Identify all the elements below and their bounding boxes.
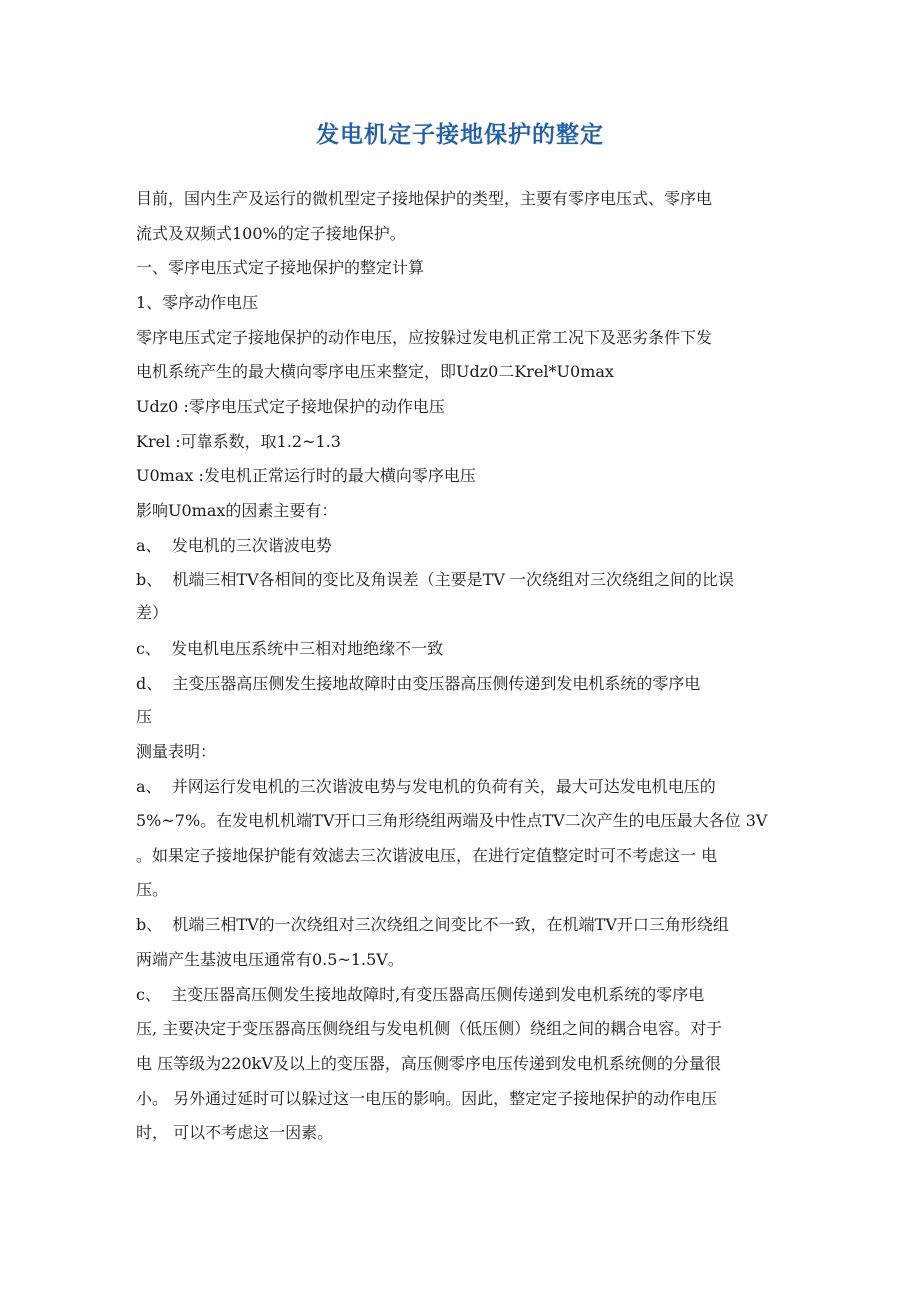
paragraph-line: 影响U0max的因素主要有： — [136, 501, 338, 520]
list-item: a、 并网运行发电机的三次谐波电势与发电机的负荷有关，最大可达发电机电压的 — [136, 777, 716, 796]
section-heading: 一、零序电压式定子接地保护的整定计算 — [136, 258, 425, 277]
list-item-continuation: 5%~7%。在发电机机端TV开口三角形绕组两端及中性点TV二次产生的电压最大各位 3V — [136, 811, 768, 830]
definition-line: Krel :可靠系数，取1.2~1.3 — [136, 432, 341, 451]
list-item-continuation: 小。 另外通过延时可以躲过这一电压的影响。因此，整定定子接地保护的动作电压 — [136, 1089, 718, 1108]
subsection-heading: 1、零序动作电压 — [136, 293, 259, 312]
definition-line: U0max :发电机正常运行时的最大横向零序电压 — [136, 466, 476, 485]
list-item: c、 主变压器高压侧发生接地故障时,有变压器高压侧传递到发电机系统的零序电 — [136, 985, 705, 1004]
paragraph-line: 零序电压式定子接地保护的动作电压，应按躲过发电机正常工况下及恶劣条件下发 — [136, 328, 713, 347]
paragraph-line: 目前，国内生产及运行的微机型定子接地保护的类型，主要有零序电压式、零序电 — [136, 189, 713, 208]
list-item-continuation: 。如果定子接地保护能有效滤去三次谐波电压，在进行定值整定时可不考虑这一 电 — [136, 846, 718, 865]
list-item: a、 发电机的三次谐波电势 — [136, 536, 332, 555]
list-item: c、 发电机电压系统中三相对地绝缘不一致 — [136, 639, 444, 658]
list-item-continuation: 压, 主要决定于变压器高压侧绕组与发电机侧（低压侧）绕组之间的耦合电容。对于 — [136, 1019, 723, 1038]
list-item-continuation: 时， 可以不考虑这一因素。 — [136, 1123, 334, 1142]
list-item-continuation: 电 压等级为220kV及以上的变压器，高压侧零序电压传递到发电机系统侧的分量很 — [136, 1054, 721, 1073]
list-item-continuation: 压。 — [136, 880, 169, 899]
list-item-continuation: 两端产生基波电压通常有0.5~1.5V。 — [136, 950, 404, 969]
paragraph-line: 测量表明： — [136, 742, 217, 761]
definition-line: Udz0 :零序电压式定子接地保护的动作电压 — [136, 397, 445, 416]
list-item: b、 机端三相TV的一次绕组对三次绕组之间变比不一致，在机端TV开口三角形绕组 — [136, 915, 729, 934]
list-item-continuation: 差） — [136, 603, 169, 622]
paragraph-line: 电机系统产生的最大横向零序电压来整定，即Udz0二Krel*U0max — [136, 362, 614, 381]
list-item: b、 机端三相TV各相间的变比及角误差（主要是TV 一次绕组对三次绕组之间的比误 — [136, 570, 734, 589]
document-title: 发电机定子接地保护的整定 — [316, 122, 604, 148]
list-item-continuation: 压 — [136, 707, 153, 726]
list-item: d、 主变压器高压侧发生接地故障时由变压器高压侧传递到发电机系统的零序电 — [136, 674, 701, 693]
paragraph-line: 流式及双频式100%的定子接地保护。 — [136, 224, 406, 243]
